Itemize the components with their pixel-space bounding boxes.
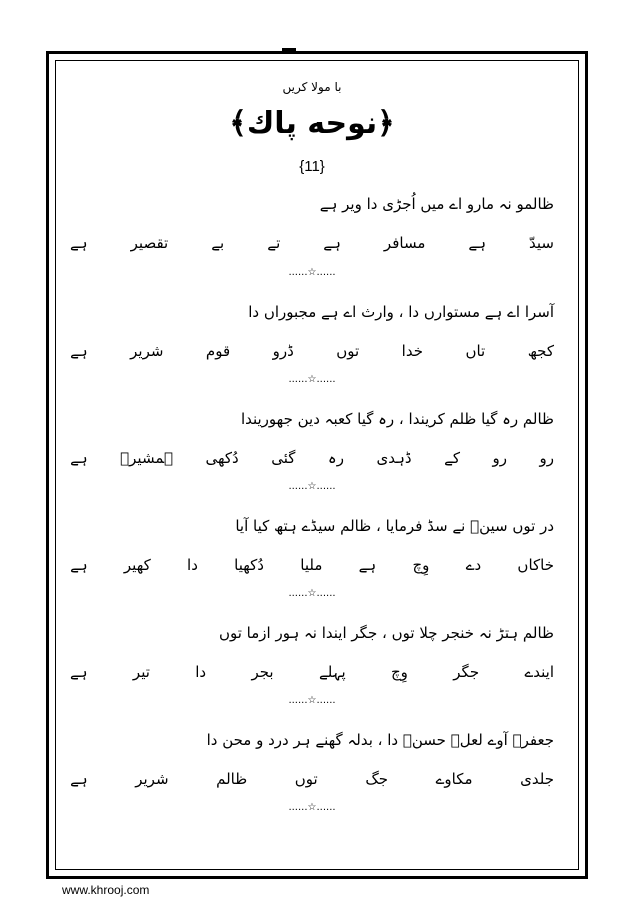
word: توں	[336, 342, 360, 360]
page-title: ﴿نوحه پاك﴾	[229, 106, 395, 141]
word: تقصیر	[130, 234, 169, 252]
word: توں	[294, 770, 318, 788]
word: ہے	[70, 342, 88, 360]
stanza-separator: ......☆......	[288, 695, 336, 706]
stanza-1-line-1: ظالمو نہ مارو اے میں اُجڑی دا ویر ہے	[319, 195, 554, 213]
word: خدا	[401, 342, 423, 360]
word: بجر	[251, 663, 274, 681]
word: رہ	[327, 449, 344, 467]
word: پہلے	[318, 663, 346, 681]
stanza-1-line-2	[70, 234, 554, 252]
word: تاں	[465, 342, 486, 360]
stanza-5-line-1: ظالم ہتڑ نہ خنجر چلا توں ، جگر ایندا نہ ہور ازما توں	[218, 624, 554, 642]
word: رو	[492, 449, 507, 467]
stanza-separator: ......☆......	[288, 267, 336, 278]
word: ہے	[70, 556, 88, 574]
word: دا	[195, 663, 207, 681]
noha-number: {11}	[299, 158, 325, 175]
word: دا	[187, 556, 198, 574]
word: کھیر	[123, 556, 151, 574]
stanza-6-line-2	[70, 770, 554, 788]
word: مسافر	[383, 234, 426, 252]
word: رو	[539, 449, 554, 467]
stanza-4-line-1: در توں سینؑ نے سڈ فرمایا ، ظالم سیڈے ہتھ کیا آیا	[235, 517, 554, 535]
word: جگر	[453, 663, 480, 681]
word: ڈرو	[272, 342, 294, 360]
stanza-3-line-1: ظالم رہ گیا ظلم کریندا ، رہ گیا کعبہ دین جھوریندا	[240, 410, 554, 428]
word: دے	[465, 556, 482, 574]
word: تیر	[132, 663, 150, 681]
stanza-2-line-2	[70, 342, 554, 360]
word: مکاوے	[435, 770, 473, 788]
stanza-5-line-2	[70, 663, 554, 681]
word: کے	[444, 449, 460, 467]
word: وِچ	[391, 663, 408, 681]
word: گئی	[271, 449, 296, 467]
word: بے	[211, 234, 225, 252]
stanza-3-line-2	[70, 449, 554, 467]
word: دُکھیا	[234, 556, 264, 574]
word: خاکاں	[517, 556, 554, 574]
word: ڈہدی	[376, 449, 412, 467]
stanza-separator: ......☆......	[288, 588, 336, 599]
word: ملیا	[300, 556, 323, 574]
stanza-4-line-2	[70, 556, 554, 574]
stanza-separator: ......☆......	[288, 481, 336, 492]
word: قوم	[205, 342, 231, 360]
invocation-text: با مولا کریں	[282, 80, 342, 94]
word: تے	[267, 234, 281, 252]
word: ہے	[323, 234, 341, 252]
word: ایندے	[524, 663, 554, 681]
word: ہے	[358, 556, 377, 574]
word: شریر	[135, 770, 169, 788]
word: جلدی	[520, 770, 554, 788]
word: وِچ	[412, 556, 430, 574]
stanza-separator: ......☆......	[288, 802, 336, 813]
word: ہے	[70, 234, 88, 252]
word: سیدّ	[529, 234, 554, 252]
stanza-6-line-1: جعفرؑ آوے لعلؑ حسنؑ دا ، بدلہ گھنے ہر درد و محن دا	[206, 731, 554, 749]
word: کجھ	[527, 342, 554, 360]
word: ہمشیرؑ	[120, 449, 173, 467]
word: ظالم	[216, 770, 248, 788]
stanza-separator: ......☆......	[288, 374, 336, 385]
website-url: www.khrooj.com	[62, 883, 150, 897]
top-mark	[282, 48, 296, 51]
word: شریر	[130, 342, 164, 360]
word: دُکھی	[205, 449, 239, 467]
word: جگ	[365, 770, 389, 788]
stanza-2-line-1: آسرا اے ہے مستوارں دا ، وارث اے ہے مجبوراں دا	[248, 303, 554, 321]
word: ہے	[468, 234, 486, 252]
word: ہے	[70, 449, 88, 467]
word: ہے	[70, 770, 88, 788]
word: ہے	[70, 663, 88, 681]
